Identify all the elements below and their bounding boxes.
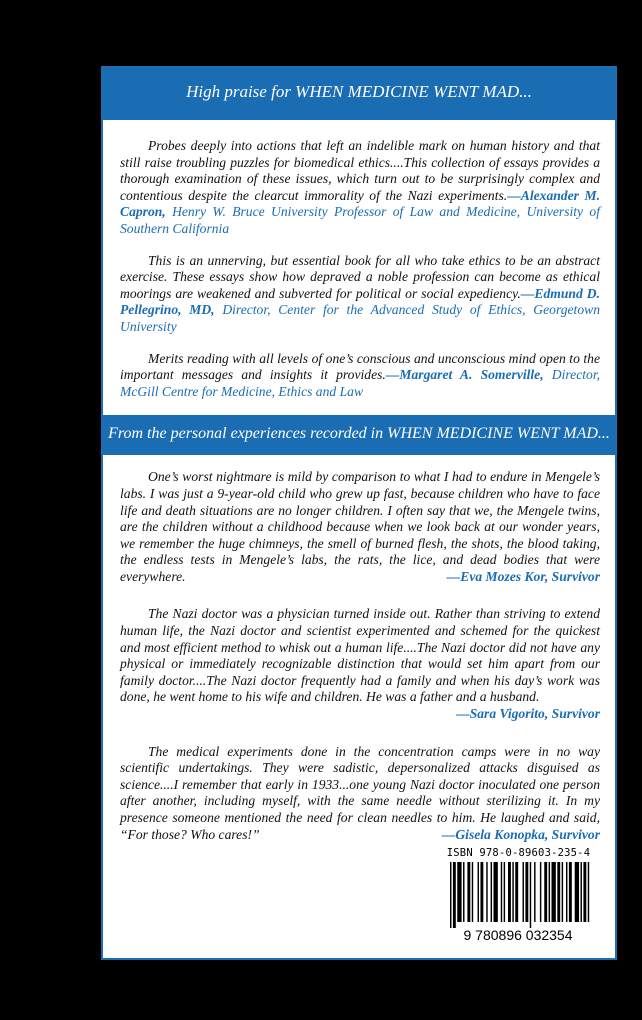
testimony [120,606,600,706]
barcode-bar [562,862,563,922]
barcode-bar [486,862,487,922]
praise-quote [120,351,600,401]
quote-affiliation: Henry W. Bruce University Professor of Law and Medicine, University of Southern California [120,204,600,236]
barcode-bar [552,862,556,922]
barcode-bar [569,862,572,922]
testimony [120,469,600,585]
testimony-text: The medical experiments done in the concentration camps were in no way scientific undertakings. They were sadistic, depersonalized attacks disguised as science....I remember that early in 1933...one young Nazi doctor inoculated one person after another, including myself, with the same needle without sterilizing it. In my presence someone mentioned the need for clean needles to him. He laughed and said, “For those? Who cares!” [120,743,600,842]
praise-banner: High praise for WHEN MEDICINE WENT MAD... [103,68,615,120]
testimony-signature: —Eva Mozes Kor, Survivor [446,568,600,584]
testimony-signature: —Gisela Konopka, Survivor [441,826,600,842]
barcode-bar [472,862,473,922]
isbn-barcode [436,846,601,943]
testimony-text: The Nazi doctor was a physician turned inside out. Rather than striving to extend human life, the Nazi doctor and scientist experimented and schemed for the quickest and most efficient method to whisk out a human life....The Nazi doctor did not have any physical or immediately recognizable distinction that would set him apart from our family doctor....The Nazi doctor frequently had a family and when his day’s work was done, he went home to his wife and children. He was a father and a husband. [120,606,600,705]
barcode-bar [544,862,547,922]
quote-text: Probes deeply into actions that left an indelible mark on human history and that still raise troubling puzzles for biomedical ethics....This collection of essays provides a thorough examination of these issues, which turn out to be surprisingly complex and contentious despite the clearcut immorality of the Nazi experiments. [120,138,600,203]
barcode-bar [540,862,541,922]
isbn-label: ISBN 978-0-89603-235-4 [446,847,591,859]
testimony-signature: —Sara Vigorito, Survivor [456,706,600,722]
barcode-bar [453,862,456,928]
barcode-bar [549,862,550,922]
barcode-bar [467,862,470,922]
barcode-bar [534,862,535,922]
quote-author: —Margaret A. Somerville, [385,367,544,383]
barcode-bar [457,862,461,922]
barcode-bar [581,862,582,922]
barcode-bar [491,862,492,922]
barcode-bar [530,862,531,928]
barcode-bar [583,862,586,922]
barcode-bar [575,862,579,922]
praise-section [103,120,615,400]
barcode-bar [450,862,451,928]
barcode-bar [512,862,513,922]
testimony [120,744,600,844]
praise-quote [120,253,600,336]
barcode-bar [525,862,528,922]
barcode-digits: 9 780896 032354 [463,927,573,943]
barcode-bar [508,862,511,922]
experiences-banner: From the personal experiences recorded in WHEN MEDICINE WENT MAD... [103,415,615,455]
barcode-bar [515,862,518,922]
barcode-bar [463,862,464,922]
barcode-bar [504,862,505,922]
barcode-bar [480,862,483,922]
back-cover-panel [101,66,617,960]
barcode-bar [494,862,498,922]
praise-quote [120,138,600,238]
barcode-bar [523,862,524,922]
experiences-section [103,455,615,864]
quote-text: Merits reading with all levels of one’s conscious and unconscious mind open to the important messages and insights it provides. [120,350,600,383]
barcode-bar [478,862,479,922]
quote-author: —Edmund D. Pellegrino, MD, [120,285,600,318]
barcode-bar [501,862,502,922]
quote-affiliation: Director, Center for the Advanced Study of Ethics, Georgetown University [120,302,600,334]
barcode-icon [436,860,601,943]
quote-text: This is an unnerving, but essential book for all who take ethics to be an abstract exercise. These essays show how depraved a noble profession can become as ethical moorings are weakened and subverted for political or social expediency. [120,252,600,301]
barcode-bar [557,862,560,922]
testimony-text: One’s worst nightmare is mild by comparison to what I had to endure in Mengele’s labs. I was just a 9-year-old child who grew up fast, because children who have to face life and death situations are no longer children. I often say that we, the Mengele twins, are the children without a childhood because when we look back at our wonder years, we remember the huge chimneys, the smell of burned flesh, the shots, the blood taking, the endless tests in Mengele’s labs, the rats, the lice, and dead bodies that were everywhere. [120,469,600,584]
barcode-bar [566,862,567,922]
quote-affiliation: Director, McGill Centre for Medicine, Ethics and Law [120,367,600,399]
barcode-bar [588,862,589,922]
quote-author: —Alexander M. Capron, [120,187,600,220]
